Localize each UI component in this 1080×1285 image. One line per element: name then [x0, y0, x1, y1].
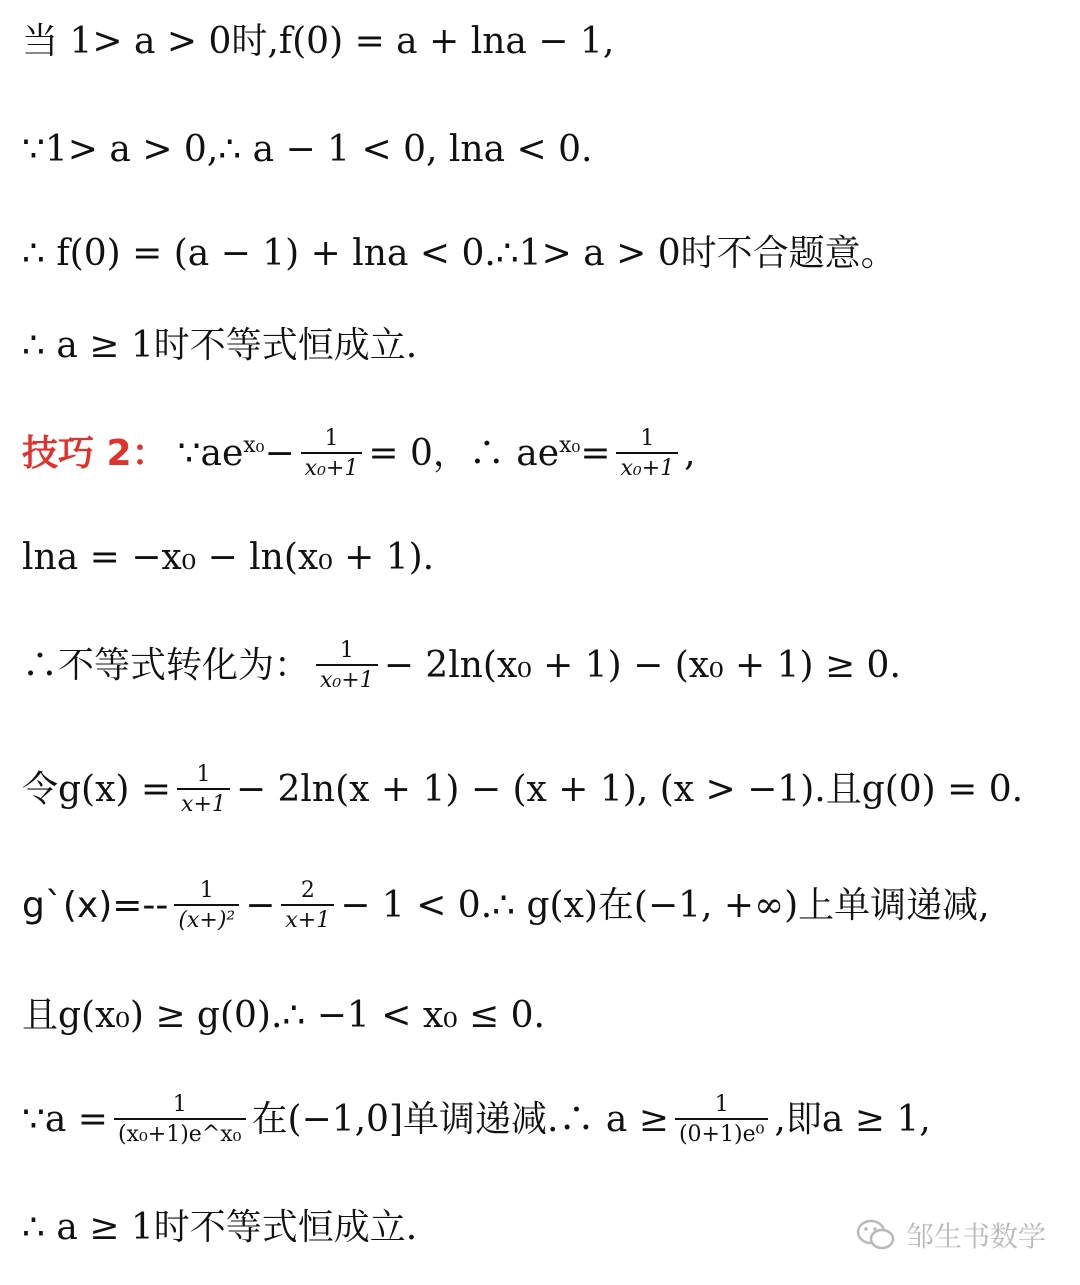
frac-num: 1 — [640, 426, 655, 451]
line-4: ∴ a ≥ 1时不等式恒成立. — [22, 325, 418, 366]
l5-e: , — [684, 433, 696, 474]
technique-label: 技巧 2： — [22, 433, 168, 474]
line-12: ∴ a ≥ 1时不等式恒成立. — [22, 1207, 418, 1248]
l5-c: = 0，∴ ae — [368, 433, 560, 474]
frac-den: (0+1)e⁰ — [675, 1118, 768, 1148]
l8-b: − 2ln(x + 1) − (x + 1), (x > −1).且g(0) = 0. — [235, 769, 1024, 810]
l7-frac — [316, 638, 378, 694]
frac-num: 1 — [324, 426, 339, 451]
frac-num: 1 — [199, 878, 214, 903]
frac-den: x₀+1 — [616, 452, 678, 482]
frac-num: 1 — [196, 762, 211, 787]
l5-sup2: x₀ — [559, 433, 581, 458]
frac-den: x₀+1 — [301, 452, 363, 482]
l9-a: g`(x)=-- — [22, 885, 169, 926]
l5-d: = — [580, 433, 611, 474]
frac-den: x+1 — [177, 788, 230, 818]
l9-b: − — [245, 885, 276, 926]
l5-frac2 — [616, 426, 678, 482]
l11-frac — [114, 1092, 246, 1148]
l5-sup: x₀ — [243, 433, 265, 458]
watermark — [856, 1215, 1046, 1255]
frac-num: 1 — [339, 638, 354, 663]
line-11 — [22, 1092, 931, 1148]
line-6: lna = −x₀ − ln(x₀ + 1). — [22, 537, 435, 578]
l11-a: ∵a = — [22, 1099, 108, 1140]
watermark-text: 邹生书数学 — [905, 1220, 1046, 1253]
l7-b: − 2ln(x₀ + 1) − (x₀ + 1) ≥ 0. — [383, 645, 901, 686]
line-7 — [22, 638, 901, 694]
frac-den: x+1 — [281, 904, 334, 934]
wechat-icon — [856, 1218, 896, 1252]
l11-b: 在(−1,0]单调递减.∴ a ≥ — [251, 1099, 669, 1140]
frac-num: 1 — [172, 1092, 187, 1117]
l5-a: ∵ae — [177, 433, 244, 474]
frac-num: 2 — [300, 878, 315, 903]
line-10: 且g(x₀) ≥ g(0).∴ −1 < x₀ ≤ 0. — [22, 995, 546, 1036]
l5-b: − — [264, 433, 295, 474]
l11-c: ,即a ≥ 1, — [774, 1099, 931, 1140]
frac-num: 1 — [714, 1092, 729, 1117]
l11-frac2 — [675, 1092, 768, 1148]
line-9 — [22, 878, 990, 934]
l8-frac — [177, 762, 230, 818]
l5-frac — [301, 426, 363, 482]
frac-den: x₀+1 — [316, 664, 378, 694]
l9-frac — [174, 878, 239, 934]
line-1: 当 1> a > 0时,f(0) = a + lna − 1, — [22, 21, 615, 62]
line-5 — [22, 426, 696, 482]
line-2: ∵1> a > 0,∴ a − 1 < 0, lna < 0. — [22, 129, 593, 170]
frac-den: (x+)² — [174, 904, 239, 934]
l8-a: 令g(x) = — [22, 769, 172, 810]
l7-a: ∴不等式转化为： — [22, 645, 311, 686]
l9-c: − 1 < 0.∴ g(x)在(−1, +∞)上单调递减, — [340, 885, 990, 926]
line-8 — [22, 762, 1023, 818]
l9-frac2 — [281, 878, 334, 934]
frac-den: (x₀+1)e^x₀ — [114, 1118, 246, 1148]
line-3: ∴ f(0) = (a − 1) + lna < 0.∴1> a > 0时不合题意。 — [22, 233, 897, 274]
